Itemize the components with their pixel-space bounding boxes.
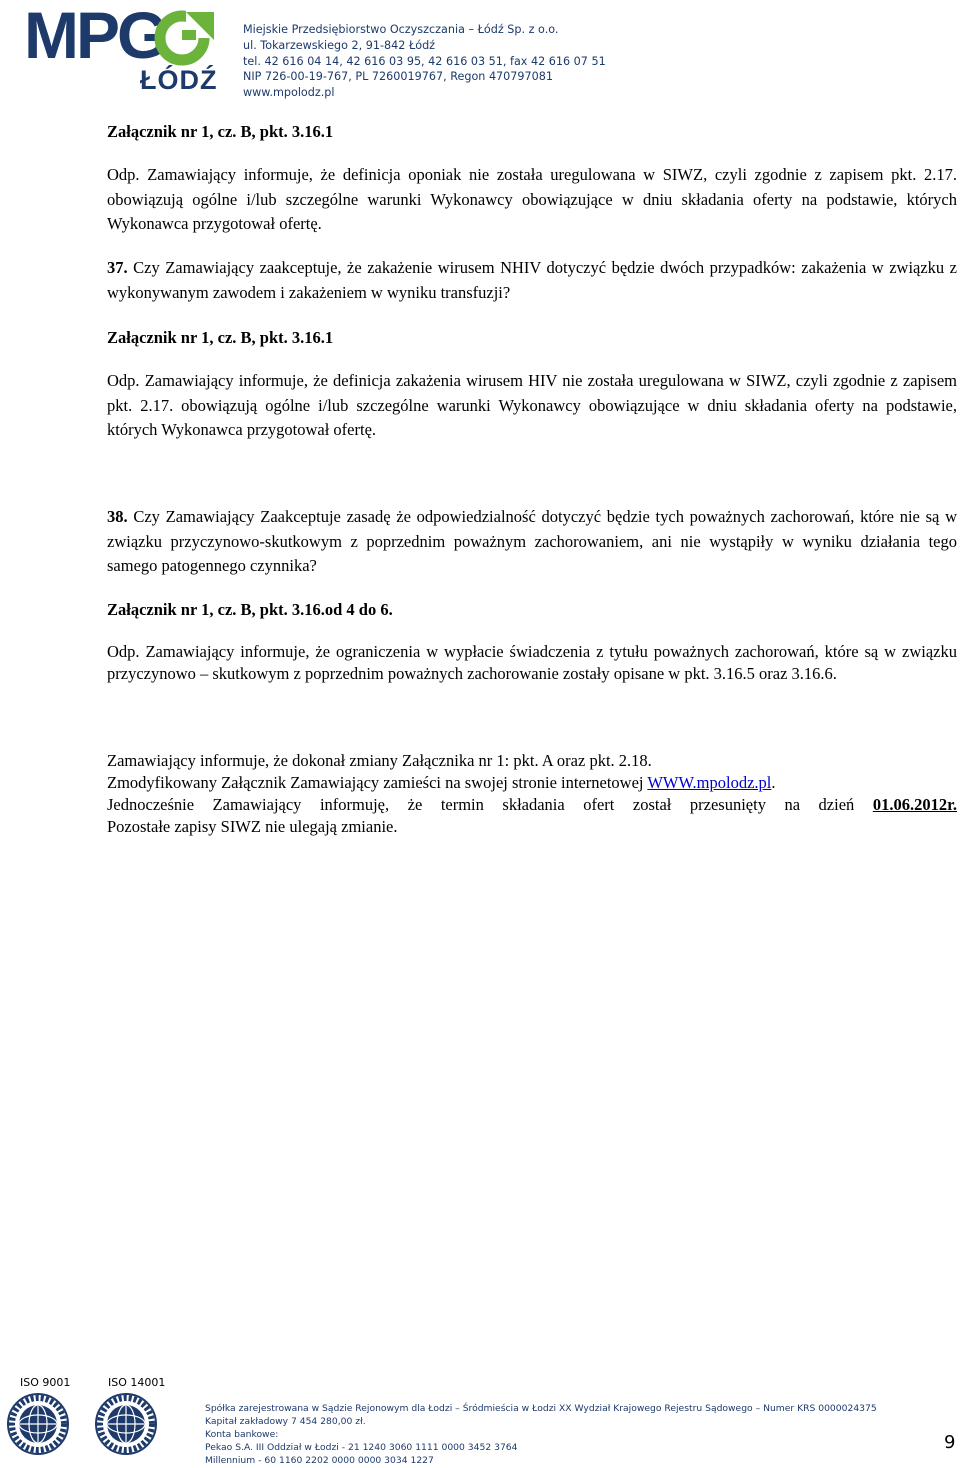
logo-arrow-icon xyxy=(152,6,216,66)
answer-paragraph: Odp. Zamawiający informuje, że ograniczenia w wypłacie świadczenia z tytułu poważnych zachorowań, które są w związku przyczynowo – skutkowym z poprzednim poważnych zachorowanie zostały opisane w pkt. 3.16.5 oraz 3.16.6. xyxy=(107,642,957,683)
question-text: Czy Zamawiający zaakceptuje, że zakażenie wirusem NHIV dotyczyć będzie dwóch przypadków: zakażenia w związku z wykonywanym zawodem i zakażeniem w wyniku transfuzji? xyxy=(107,258,957,302)
company-address: ul. Tokarzewskiego 2, 91-842 Łódź xyxy=(243,38,436,52)
registration-court: Spółka zarejestrowana w Sądzie Rejonowym dla Łodzi – Śródmieścia w Łodzi XX Wydział Krajowego Rejestru Sądowego – Numer KRS 0000024375 xyxy=(205,1403,877,1414)
answer-paragraph: Odp. Zamawiający informuje, że definicja zakażenia wirusem HIV nie została uregulowana w SIWZ, czyli zgodnie z zapisem pkt. 2.17. obowiązują ogólne i/lub szczególne warunki Wykonawcy obowiązujące w dniu składania oferty na podstawie, których Wykonawca przygotował ofertę. xyxy=(107,371,957,439)
iso-14001-label: ISO 14001 xyxy=(108,1376,166,1389)
deadline-date: 01.06.2012r. xyxy=(872,795,957,814)
share-capital: Kapitał zakładowy 7 454 280,00 zł. xyxy=(205,1416,366,1427)
website-link[interactable]: WWW.mpolodz.pl xyxy=(647,773,772,792)
logo-city: ŁÓDŹ xyxy=(140,65,218,95)
answer-paragraph: Odp. Zamawiający informuje, że definicja oponiak nie została uregulowana w SIWZ, czyli zgodnie z zapisem pkt. 2.17. obowiązują ogólne i/lub szczególne warunki Wykonawcy obowiązujące w dniu składania oferty na podstawie, których Wykonawca przygotował ofertę. xyxy=(107,165,957,233)
company-details xyxy=(243,22,606,101)
attachment-reference: Załącznik nr 1, cz. B, pkt. 3.16.1 xyxy=(107,328,334,347)
chamber-seal-icon xyxy=(94,1392,158,1456)
question-38 xyxy=(107,505,957,579)
notice-remaining: Pozostałe zapisy SIWZ nie ulegają zmianie. xyxy=(107,817,398,836)
attachment-reference: Załącznik nr 1, cz. B, pkt. 3.16.1 xyxy=(107,122,334,141)
chamber-seal-icon xyxy=(6,1392,70,1456)
question-number: 37. xyxy=(107,258,128,277)
logo-wordmark: MPG xyxy=(24,0,166,72)
notice-website xyxy=(107,772,957,794)
notice-changes: Zamawiający informuje, że dokonał zmiany Załącznika nr 1: pkt. A oraz pkt. 2.18. xyxy=(107,751,652,770)
bank-accounts-label: Konta bankowe: xyxy=(205,1429,279,1440)
company-logo xyxy=(24,0,224,100)
company-website: www.mpolodz.pl xyxy=(243,86,335,100)
notice-text: Zmodyfikowany Załącznik Zamawiający zamieści na swojej stronie internetowej xyxy=(107,773,648,792)
question-text: Czy Zamawiający Zaakceptuje zasadę że odpowiedzialność dotyczyć będzie tych poważnych zachorowań, które nie są w związku przyczynowo-skutkowym z poprzednim poważnym zachorowaniem, ani nie wystąpiły w wyniku działania tego samego patogennego czynnika? xyxy=(107,507,957,575)
company-registration-info xyxy=(205,1402,877,1467)
company-tax-ids: NIP 726-00-19-767, PL 7260019767, Regon 470797081 xyxy=(243,70,554,84)
notice-text: . xyxy=(771,773,776,792)
attachment-reference: Załącznik nr 1, cz. B, pkt. 3.16.od 4 do 6. xyxy=(107,600,393,619)
notice-deadline xyxy=(107,794,957,816)
page-number: 9 xyxy=(944,1432,956,1453)
notice-text: Jednocześnie Zamawiający informuję, że termin składania ofert został przesunięty na dzień xyxy=(107,795,873,814)
question-37 xyxy=(107,256,957,305)
company-phone: tel. 42 616 04 14, 42 616 03 95, 42 616 03 51, fax 42 616 07 51 xyxy=(243,54,606,68)
company-name: Miejskie Przedsiębiorstwo Oczyszczania – Łódź Sp. z o.o. xyxy=(243,23,559,36)
question-number: 38. xyxy=(107,507,128,526)
bank-account-pekao: Pekao S.A. III Oddział w Łodzi - 21 1240 3060 1111 0000 3452 3764 xyxy=(205,1442,518,1453)
iso-9001-label: ISO 9001 xyxy=(20,1376,71,1389)
bank-account-millennium: Millennium - 60 1160 2202 0000 0000 3034 1227 xyxy=(205,1455,434,1466)
